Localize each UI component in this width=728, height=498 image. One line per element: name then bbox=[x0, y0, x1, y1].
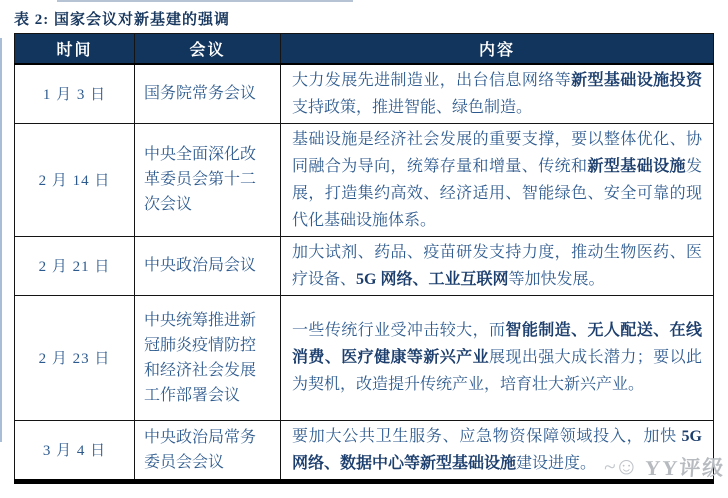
meetings-table bbox=[14, 33, 714, 484]
content-text: 基础设施是经济社会发展的重要支撑，要以整体优化、协同融合为导向，统筹存量和增量、传统和 bbox=[292, 130, 702, 175]
meeting-cell: 中央全面深化改革委员会第十二次会议 bbox=[135, 123, 281, 236]
table-caption: 表 2: 国家会议对新基建的强调 bbox=[14, 12, 230, 28]
table-row bbox=[15, 64, 714, 124]
time-cell: 1 月 3 日 bbox=[15, 64, 135, 124]
col-header-time: 时间 bbox=[15, 34, 135, 64]
meeting-cell: 中央统筹推进新冠肺炎疫情防控和经济社会发展工作部署会议 bbox=[135, 295, 281, 420]
content-text: 等加快发展。 bbox=[508, 270, 605, 288]
table-row bbox=[15, 236, 714, 295]
top-rule-remnant bbox=[57, 0, 353, 2]
content-text: 加大试剂、药品、疫苗研发支持力度，推动生物医药、医疗设备、 bbox=[292, 243, 702, 288]
content-text: 展现出强大成长潜力；要以此为契机，改造提升传统产业，培育壮大新兴产业。 bbox=[292, 349, 702, 393]
content-text: 大力发展先进制造业，出台信息网络等 bbox=[292, 71, 572, 89]
time-cell: 3 月 4 日 bbox=[15, 420, 135, 481]
highlighted-text: 新型基础设施 bbox=[587, 157, 686, 175]
smiley-face-icon: ☺ bbox=[614, 454, 639, 480]
table-row bbox=[15, 295, 714, 420]
watermark bbox=[604, 452, 725, 482]
meeting-cell: 国务院常务会议 bbox=[135, 64, 281, 124]
highlighted-text: 新型基础设施投资 bbox=[571, 71, 702, 89]
content-cell bbox=[281, 64, 714, 124]
highlighted-text: 5G 网络、数据中心等新型基础设施 bbox=[292, 427, 702, 472]
time-cell: 2 月 23 日 bbox=[15, 295, 135, 420]
meeting-cell: 中央政治局会议 bbox=[135, 236, 281, 295]
highlighted-text: 5G 网络、工业互联网 bbox=[356, 270, 509, 288]
content-text: 支持政策，推进智能、绿色制造。 bbox=[292, 98, 533, 116]
col-header-meeting: 会议 bbox=[135, 34, 281, 64]
table-row bbox=[15, 123, 714, 236]
content-cell bbox=[281, 236, 714, 295]
squiggle-icon: ~ bbox=[602, 453, 618, 480]
content-text: 发展，打造集约高效、经济适用、智能绿色、安全可靠的现代化基础设施体系。 bbox=[292, 157, 702, 229]
left-edge-strip bbox=[0, 38, 2, 442]
col-header-content: 内容 bbox=[281, 34, 714, 64]
content-cell bbox=[281, 295, 714, 420]
time-cell: 2 月 21 日 bbox=[15, 236, 135, 295]
content-cell bbox=[281, 123, 714, 236]
meeting-cell: 中央政治局常务委员会会议 bbox=[135, 420, 281, 481]
content-text: 建设进度。 bbox=[516, 454, 597, 472]
header-row bbox=[15, 34, 714, 64]
watermark-label: YY评级 bbox=[643, 456, 726, 480]
time-cell: 2 月 14 日 bbox=[15, 123, 135, 236]
highlighted-text: 智能制造、无人配送、在线消费、医疗健康等新兴产业 bbox=[292, 322, 702, 366]
content-text: 一些传统行业受冲击较大，而 bbox=[292, 322, 506, 339]
content-text: 要加大公共卫生服务、应急物资保障领域投入，加快 bbox=[292, 427, 682, 445]
